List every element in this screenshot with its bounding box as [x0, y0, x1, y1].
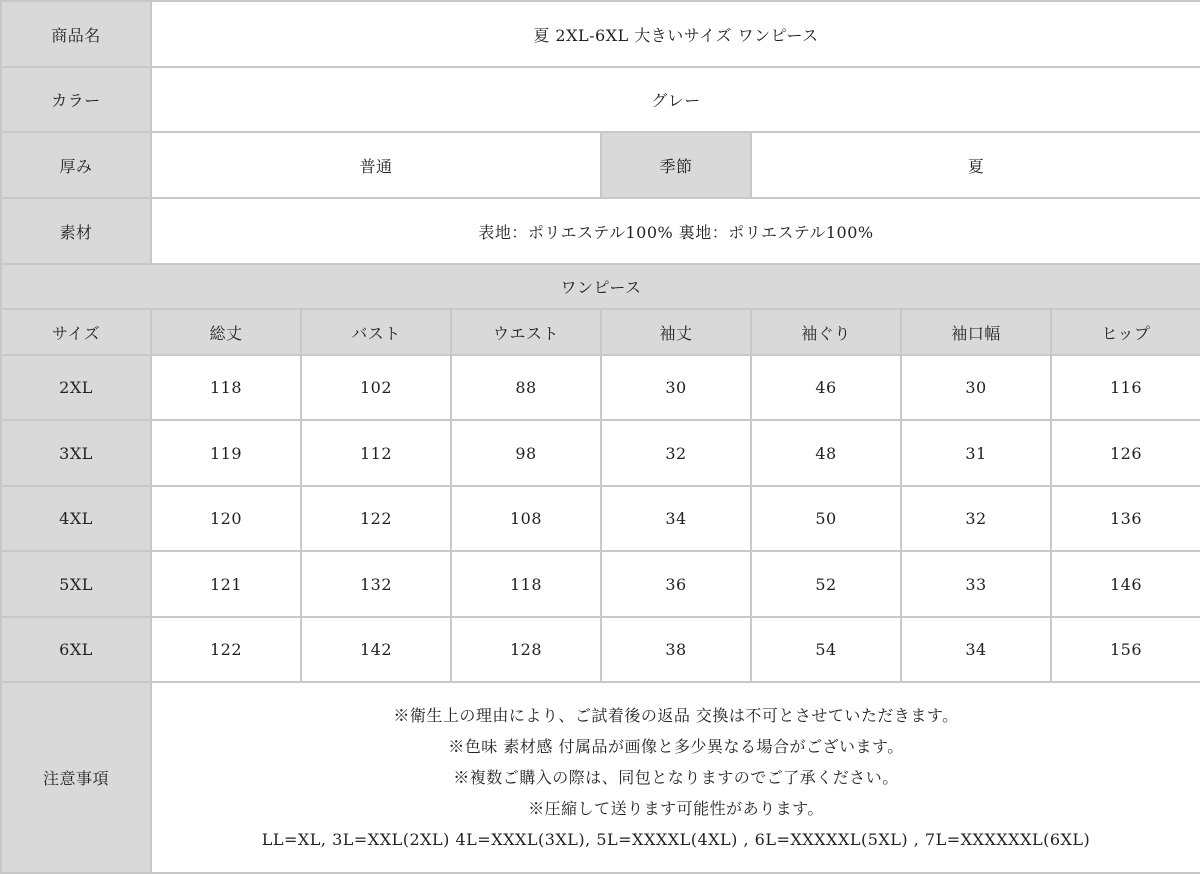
size-header-bust: バスト: [301, 309, 451, 355]
size-cell: 32: [901, 486, 1051, 551]
size-cell: 108: [451, 486, 601, 551]
size-cell: 33: [901, 551, 1051, 617]
size-cell: 146: [1051, 551, 1200, 617]
size-cell: 50: [751, 486, 901, 551]
notes-row: [1, 682, 1200, 873]
size-cell: 119: [151, 420, 301, 486]
color-label: カラー: [1, 67, 151, 132]
product-name-row: [1, 1, 1200, 67]
size-cell: 88: [451, 355, 601, 420]
size-cell: 38: [601, 617, 751, 682]
note-line: LL=XL, 3L=XXL(2XL) 4L=XXXL(3XL), 5L=XXXXL(4XL) , 6L=XXXXXL(5XL) , 7L=XXXXXXL(6XL): [261, 830, 1091, 849]
size-row-6xl: [1, 617, 1200, 682]
size-cell: 54: [751, 617, 901, 682]
size-header-waist: ウエスト: [451, 309, 601, 355]
size-header-armhole: 袖ぐり: [751, 309, 901, 355]
size-cell: 36: [601, 551, 751, 617]
size-row-3xl: [1, 420, 1200, 486]
note-line: ※圧縮して送ります可能性があります。: [528, 799, 824, 818]
size-header-hip: ヒップ: [1051, 309, 1200, 355]
size-cell: 112: [301, 420, 451, 486]
color-value: グレー: [151, 67, 1200, 132]
size-cell: 32: [601, 420, 751, 486]
size-cell: 126: [1051, 420, 1200, 486]
size-cell: 132: [301, 551, 451, 617]
size-header-size: サイズ: [1, 309, 151, 355]
notes-label: 注意事項: [1, 682, 151, 873]
size-cell: 34: [901, 617, 1051, 682]
thickness-season-row: [1, 132, 1200, 198]
size-cell: 128: [451, 617, 601, 682]
size-cell: 120: [151, 486, 301, 551]
size-cell: 31: [901, 420, 1051, 486]
size-cell: 98: [451, 420, 601, 486]
size-cell: 102: [301, 355, 451, 420]
notes-content: [151, 682, 1200, 873]
size-header-row: [1, 309, 1200, 355]
size-cell: 30: [901, 355, 1051, 420]
note-line: ※色味 素材感 付属品が画像と多少異なる場合がございます。: [448, 737, 904, 756]
size-cell: 156: [1051, 617, 1200, 682]
size-cell: 46: [751, 355, 901, 420]
size-cell: 116: [1051, 355, 1200, 420]
thickness-value: 普通: [151, 132, 601, 198]
color-row: [1, 67, 1200, 132]
size-header-sleeve-length: 袖丈: [601, 309, 751, 355]
size-section-title: ワンピース: [1, 264, 1200, 309]
size-cell-label: 3XL: [1, 420, 151, 486]
size-cell: 118: [451, 551, 601, 617]
size-cell: 34: [601, 486, 751, 551]
season-value: 夏: [751, 132, 1200, 198]
size-cell: 52: [751, 551, 901, 617]
material-value: 表地：ポリエステル100% 裏地：ポリエステル100%: [151, 198, 1200, 264]
note-line: ※複数ご購入の際は、同包となりますのでご了承ください。: [453, 768, 899, 787]
size-row-5xl: [1, 551, 1200, 617]
size-cell: 122: [301, 486, 451, 551]
size-row-2xl: [1, 355, 1200, 420]
season-label: 季節: [601, 132, 751, 198]
size-cell: 136: [1051, 486, 1200, 551]
size-cell: 30: [601, 355, 751, 420]
size-cell-label: 6XL: [1, 617, 151, 682]
size-cell-label: 4XL: [1, 486, 151, 551]
material-label: 素材: [1, 198, 151, 264]
material-row: [1, 198, 1200, 264]
note-line: ※衛生上の理由により、ご試着後の返品 交換は不可とさせていただきます。: [393, 706, 959, 725]
size-cell: 121: [151, 551, 301, 617]
size-header-total-length: 総丈: [151, 309, 301, 355]
size-cell: 118: [151, 355, 301, 420]
size-cell: 122: [151, 617, 301, 682]
size-cell: 48: [751, 420, 901, 486]
size-row-4xl: [1, 486, 1200, 551]
size-header-cuff-width: 袖口幅: [901, 309, 1051, 355]
size-section-title-row: [1, 264, 1200, 309]
product-name-label: 商品名: [1, 1, 151, 67]
size-cell-label: 5XL: [1, 551, 151, 617]
size-cell-label: 2XL: [1, 355, 151, 420]
product-name-value: 夏 2XL-6XL 大きいサイズ ワンピース: [151, 1, 1200, 67]
size-cell: 142: [301, 617, 451, 682]
thickness-label: 厚み: [1, 132, 151, 198]
